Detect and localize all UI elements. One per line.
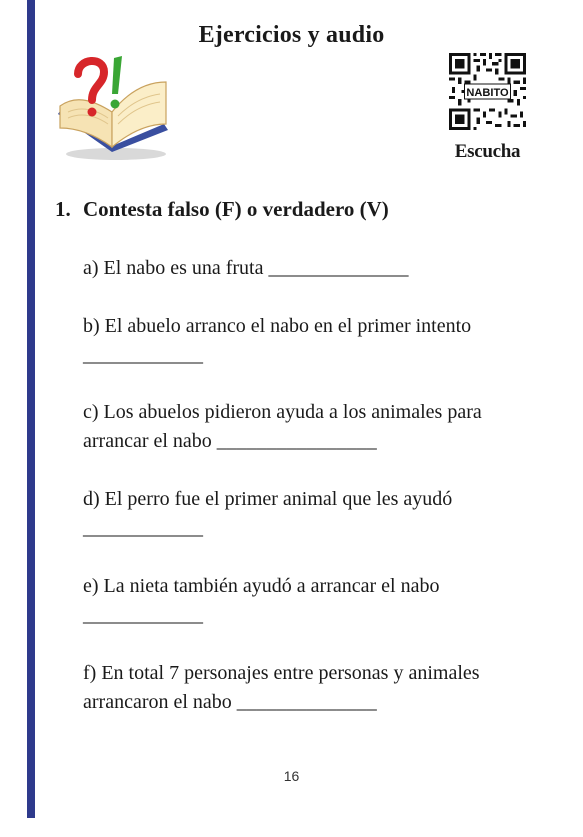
question-text: b) El abuelo arranco el nabo en el primer intento ____________ <box>83 315 472 366</box>
qr-code[interactable] <box>449 53 526 130</box>
question-a <box>55 254 525 283</box>
question-text: c) Los abuelos pidieron ayuda a los animales para arrancar el nabo ________________ <box>83 401 482 452</box>
question-text: a) El nabo es una fruta ______________ <box>83 257 409 279</box>
question-text: d) El perro fue el primer animal que les ayudó ____________ <box>83 488 453 539</box>
question-text: e) La nieta también ayudó a arrancar el nabo ____________ <box>83 575 440 626</box>
section-heading-text: Contesta falso (F) o verdadero (V) <box>83 197 389 221</box>
question-f <box>55 659 525 717</box>
question-c <box>55 398 525 456</box>
open-book-question-exclamation-icon <box>54 52 172 164</box>
page-side-bar <box>27 0 35 818</box>
question-d <box>55 485 525 543</box>
question-e <box>55 572 525 630</box>
page-title: Ejercicios y audio <box>198 22 385 48</box>
page-number: 16 <box>283 768 300 784</box>
question-b <box>55 312 525 370</box>
section-heading <box>55 197 389 222</box>
section-number: 1. <box>55 197 71 221</box>
qr-label: Escucha <box>454 141 521 162</box>
qr-code-icon <box>449 53 526 130</box>
qr-caption: NABITO <box>466 86 509 99</box>
question-text: f) En total 7 personajes entre personas y animales arrancaron el nabo ______________ <box>83 662 480 713</box>
